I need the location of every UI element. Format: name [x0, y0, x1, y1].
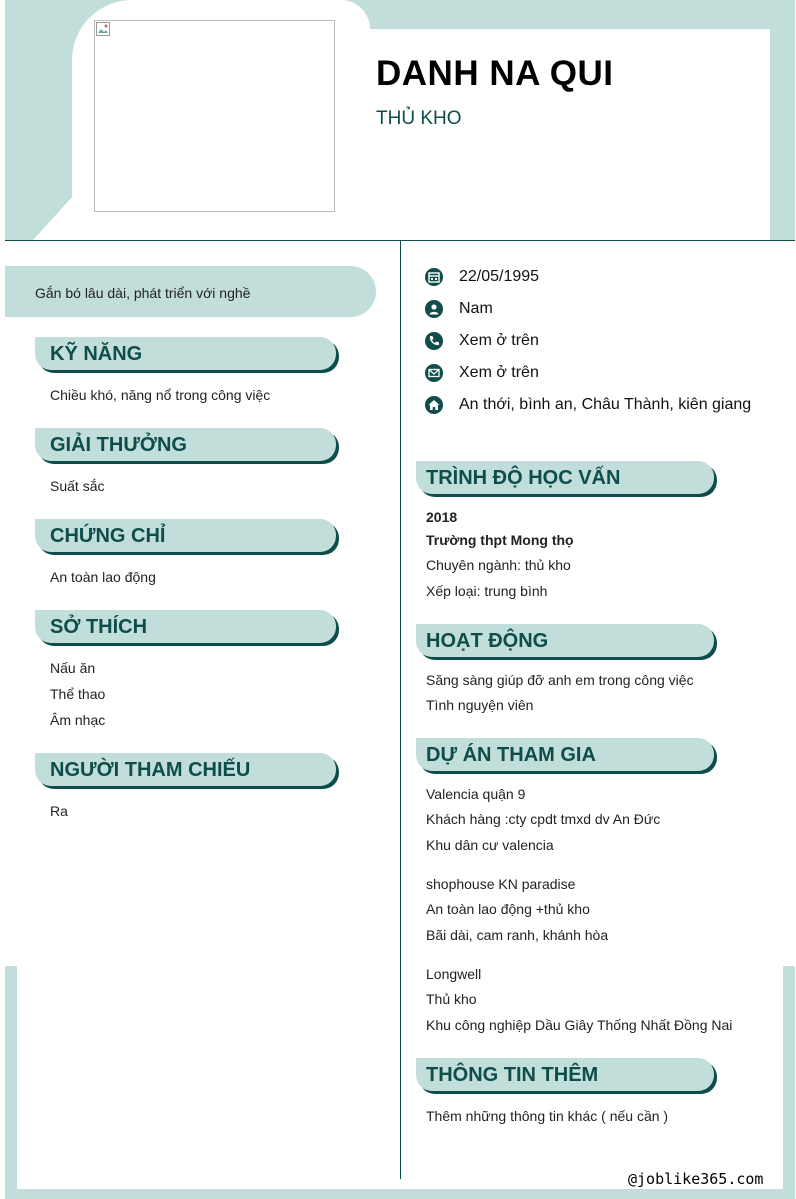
contact-birthday: 22/05/1995: [459, 268, 540, 285]
profile-photo: [94, 20, 335, 212]
hobby-item: Nấu ăn: [50, 660, 96, 676]
project-role: Khách hàng :cty cpdt tmxd dv An Đức: [426, 811, 661, 827]
section-skills-title: KỸ NĂNG: [50, 343, 143, 365]
project-name: shophouse KN paradise: [426, 876, 576, 892]
email-icon: [425, 364, 443, 382]
section-hobbies-title: SỞ THÍCH: [50, 616, 148, 638]
header-triangle-decoration: [33, 196, 73, 240]
certificate-item: An toàn lao động: [50, 569, 156, 585]
education-major: Chuyên ngành: thủ kho: [426, 557, 571, 573]
project-location: Bãi dài, cam ranh, khánh hòa: [426, 927, 609, 943]
section-hobbies-header: [35, 610, 336, 643]
section-awards-title: GIẢI THƯỞNG: [50, 434, 187, 456]
section-awards-header: [35, 428, 336, 461]
hobby-item: Thể thao: [50, 686, 106, 702]
phone-icon: [425, 332, 443, 350]
project-location: Khu công nghiệp Dầu Giây Thống Nhất Đồng Nai: [426, 1017, 733, 1033]
activity-item: Tình nguyện viên: [426, 697, 534, 713]
career-objective-text: Gắn bó lâu dài, phát triển với nghề: [35, 285, 251, 301]
section-projects-header: [416, 738, 714, 771]
project-role: Thủ kho: [426, 991, 477, 1007]
section-activities-title: HOẠT ĐỘNG: [426, 630, 549, 652]
education-grade: Xếp loại: trung bình: [426, 583, 548, 599]
hobby-item: Âm nhạc: [50, 712, 106, 728]
project-role: An toàn lao động +thủ kho: [426, 901, 590, 917]
section-skills-header: [35, 337, 336, 370]
section-education-header: [416, 461, 714, 494]
section-projects-title: DỰ ÁN THAM GIA: [426, 744, 596, 766]
calendar-icon: [425, 268, 443, 286]
education-year: 2018: [426, 509, 458, 525]
section-education-title: TRÌNH ĐỘ HỌC VẤN: [426, 467, 621, 489]
extra-info-text: Thêm những thông tin khác ( nếu cần ): [426, 1108, 669, 1124]
skill-item: Chiều khó, năng nổ trong công việc: [50, 387, 271, 403]
award-item: Suất sắc: [50, 478, 105, 494]
home-icon: [425, 396, 443, 414]
section-certificates-header: [35, 519, 336, 552]
user-icon: [425, 300, 443, 318]
activity-item: Săng sàng giúp đỡ anh em trong công việc: [426, 672, 694, 688]
project-location: Khu dân cư valencia: [426, 837, 554, 853]
contact-email: Xem ở trên: [459, 364, 539, 381]
section-extra-title: THÔNG TIN THÊM: [426, 1064, 599, 1086]
header-card-top-band: [300, 0, 770, 29]
candidate-name: DANH NA QUI: [376, 54, 614, 93]
career-objective: [5, 266, 376, 317]
broken-image-icon: [96, 22, 110, 36]
contact-address: An thới, bình an, Châu Thành, kiên giang: [459, 396, 752, 413]
section-certificates-title: CHỨNG CHỈ: [50, 525, 166, 547]
section-activities-header: [416, 624, 714, 657]
contact-gender: Nam: [459, 300, 493, 317]
section-references-header: [35, 753, 336, 786]
contact-phone: Xem ở trên: [459, 332, 539, 349]
section-references-title: NGƯỜI THAM CHIẾU: [50, 759, 251, 781]
column-divider: [400, 241, 401, 1179]
project-name: Longwell: [426, 966, 482, 982]
footer-frame-bottom: [5, 1189, 795, 1199]
section-extra-header: [416, 1058, 714, 1091]
reference-item: Ra: [50, 803, 68, 819]
footer-frame-left: [5, 966, 17, 1199]
footer-frame-right: [783, 966, 795, 1199]
project-name: Valencia quận 9: [426, 786, 526, 802]
education-school: Trường thpt Mong thọ: [426, 532, 574, 548]
job-title: THỦ KHO: [376, 108, 462, 129]
watermark: @joblike365.com: [628, 1170, 764, 1188]
